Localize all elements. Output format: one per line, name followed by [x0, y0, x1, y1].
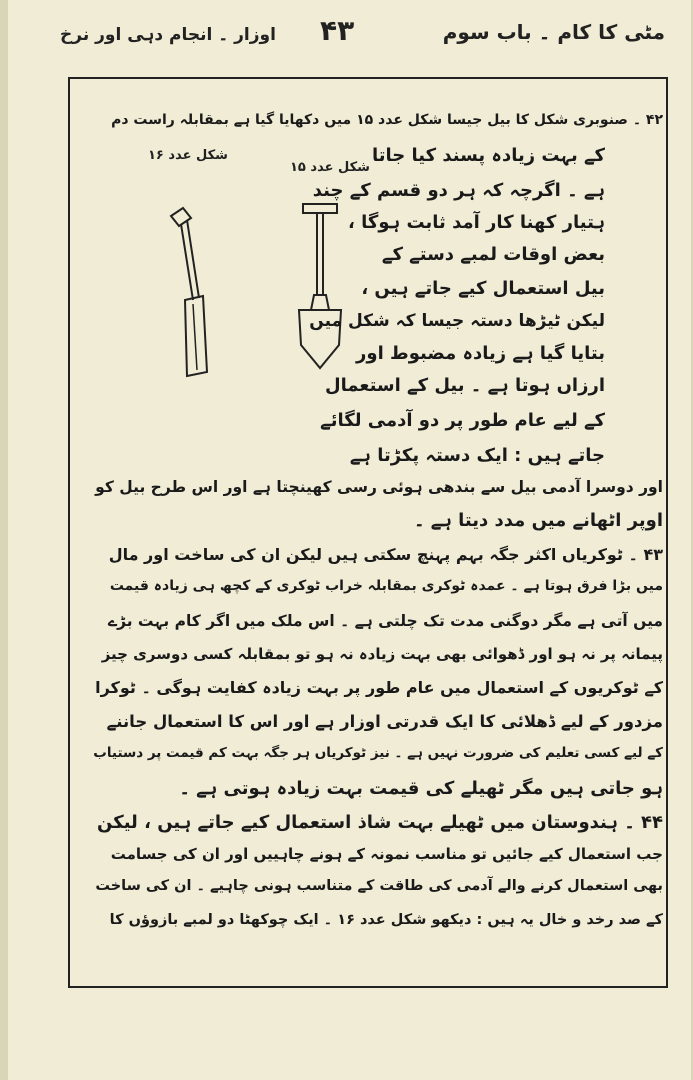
text-line: کے بہت زیادہ پسند کیا جاتا [371, 145, 605, 166]
text-line: ۴۴ ۔ ہندوستان میں ٹھیلے بہت شاذ استعمال کیے جاتے ہیں ، لیکن [97, 812, 663, 833]
text-line: بیل استعمال کیے جاتے ہیں ، [361, 278, 605, 299]
text-line: بعض اوقات لمبے دستے کے [381, 244, 605, 265]
shovel-figure [285, 200, 355, 375]
text-line: ارزاں ہوتا ہے ۔ بیل کے استعمال [324, 375, 605, 396]
text-line: کے لیے عام طور پر دو آدمی لگائے [320, 410, 605, 431]
text-line: بھی استعمال کرنے والے آدمی کی طاقت کے متناسب ہونی چاہیے ۔ ان کی ساخت [95, 878, 663, 894]
text-line: کے لیے کسی تعلیم کی ضرورت نہیں ہے ۔ نیز ٹوکریاں ہر جگہ بہت کم قیمت پر دستیاب [93, 745, 663, 761]
text-line: ہو جاتی ہیں مگر ٹھیلے کی قیمت بہت زیادہ ہوتی ہے ۔ [179, 778, 663, 799]
text-line: ہے ۔ اگرچہ کہ ہر دو قسم کے چند [312, 180, 605, 201]
shovel-figure-label: شکل عدد ۱۵ [290, 160, 370, 175]
text-line: ۴۲ ۔ صنوبری شکل کا بیل جیسا شکل عدد ۱۵ میں دکھایا گیا ہے بمقابلہ راست دم [111, 112, 663, 128]
section-title: اوزار ۔ انجام دہی اور نرخ [60, 25, 276, 45]
text-line: مزدور کے لیے ڈھلائی کا ایک قدرتی اوزار ہے اور اس کا استعمال جاننے [106, 712, 663, 731]
text-line: ہتیار کھنا کار آمد ثابت ہوگا ، [348, 212, 605, 233]
text-line: کے ٹوکریوں کے استعمال میں عام طور پر بہت زیادہ کفایت ہوگی ۔ ٹوکرا [95, 678, 663, 697]
text-line: کے صد رخد و خال یہ ہیں : دیکھو شکل عدد ۱۶ ۔ ایک چوکھٹا دو لمبے بازوؤں کا [109, 912, 663, 928]
spade-figure-label: شکل عدد ۱۶ [148, 148, 228, 163]
chapter-title: مٹی کا کام ۔ باب سوم [442, 20, 665, 44]
text-line: لیکن ٹیڑھا دستہ جیسا کہ شکل میں [309, 311, 605, 331]
text-line: جب استعمال کیے جائیں تو مناسب نمونہ کے ہونے چاہییں اور ان کی جسامت [110, 845, 663, 863]
text-line: میں بڑا فرق ہوتا ہے ۔ عمدہ ٹوکری بمقابلہ خراب ٹوکری کے کچھ ہی زیادہ قیمت [109, 578, 663, 594]
text-line: اور دوسرا آدمی بیل سے بندھی ہوئی رسی کھینچتا ہے اور اس طرح بیل کو [95, 478, 663, 496]
text-line: اوپر اٹھانے میں مدد دیتا ہے ۔ [413, 510, 663, 531]
text-line: پیمانہ پر نہ ہو اور ڈھوائی بھی بہت زیادہ نہ ہو تو بمقابلہ کسی دوسری چیز [101, 645, 663, 663]
text-line: جاتے ہیں : ایک دستہ پکڑتا ہے [349, 445, 605, 466]
page-number: ۴۳ [320, 14, 355, 47]
text-line: بتایا گیا ہے زیادہ مضبوط اور [356, 343, 605, 364]
text-line: میں آتی ہے مگر دوگنی مدت تک چلتی ہے ۔ اس ملک میں اگر کام بہت بڑے [107, 612, 663, 630]
page-header [0, 14, 693, 54]
text-line: ۴۳ ۔ ٹوکریاں اکثر جگہ بہم پہنچ سکتی ہیں لیکن ان کی ساخت اور مال [108, 545, 663, 564]
spade-figure [165, 200, 225, 380]
